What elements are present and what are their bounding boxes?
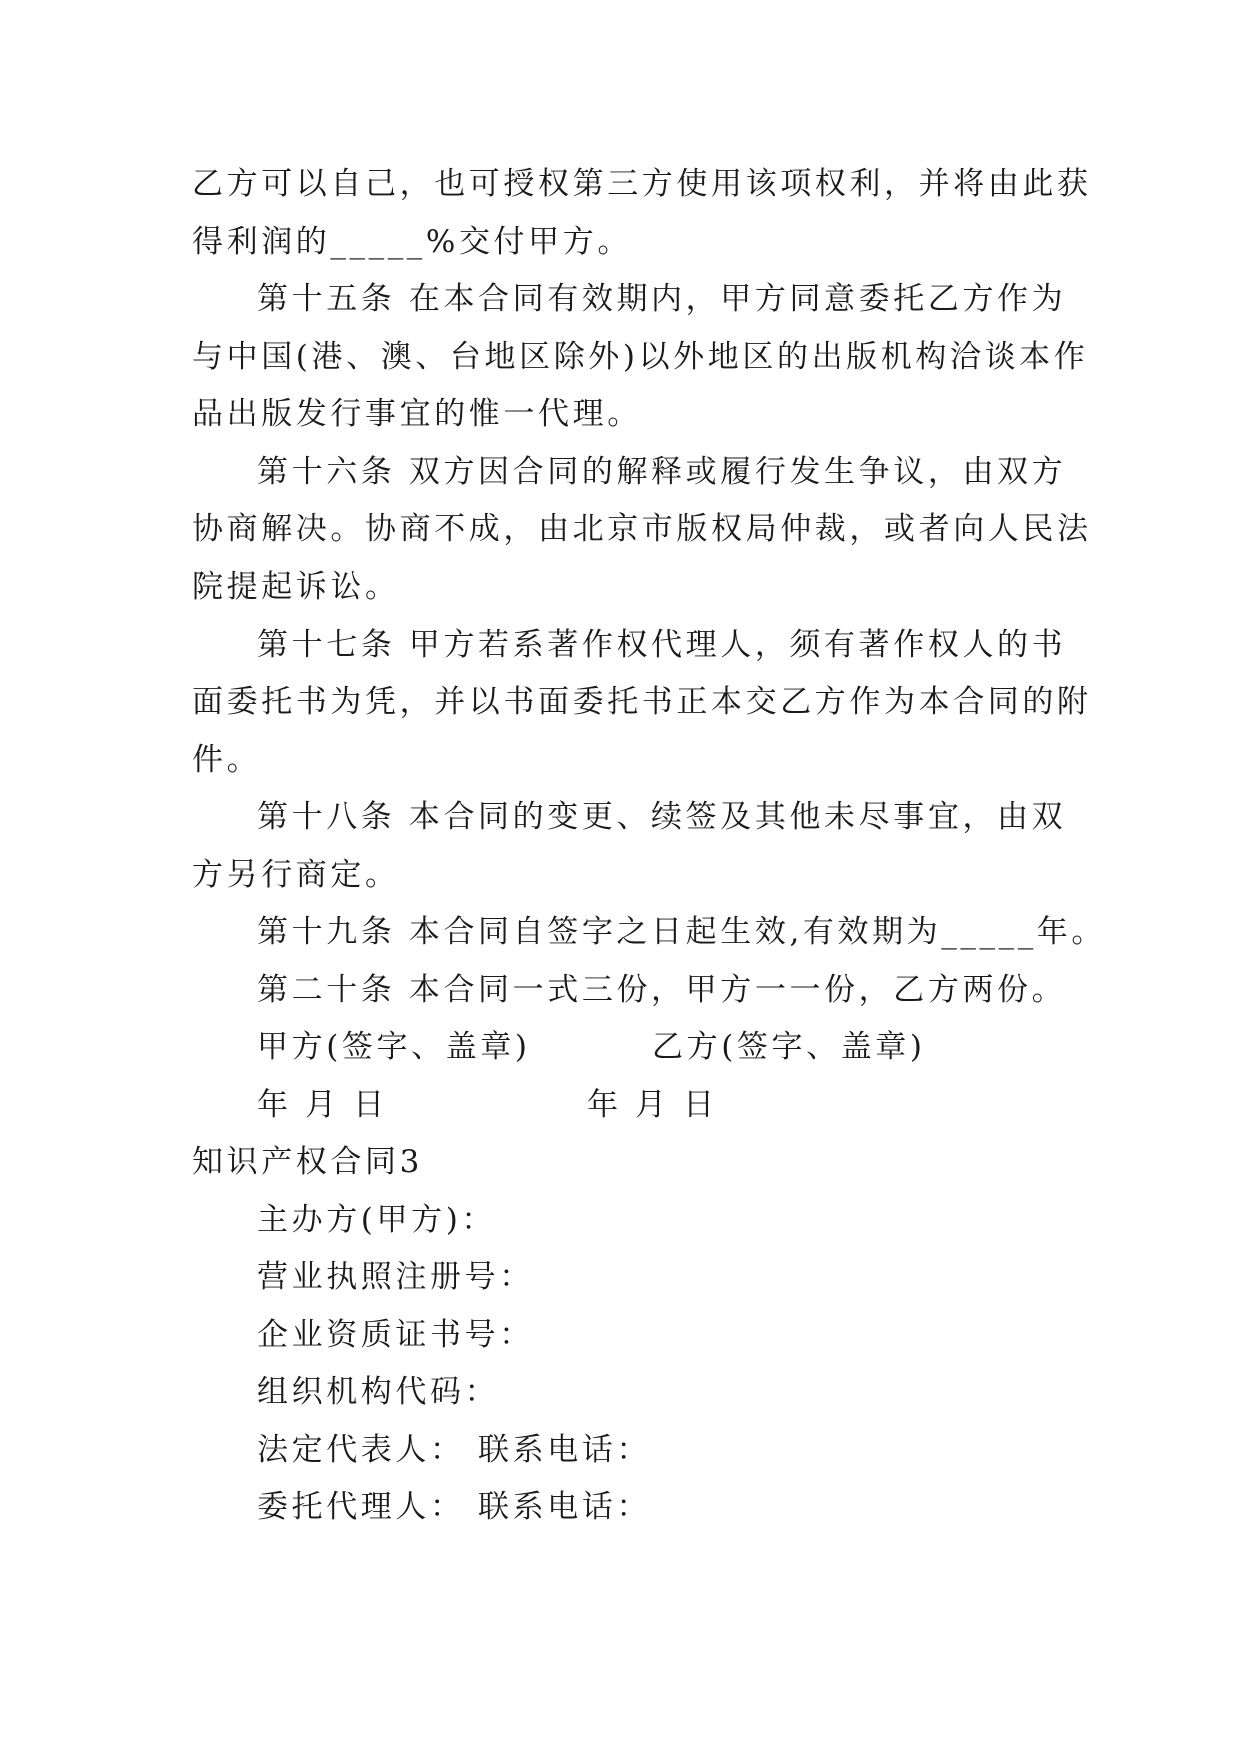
field-business-license: 营业执照注册号： <box>257 1259 534 1295</box>
article-15-line-1: 第十五条 在本合同有效期内，甲方同意委托乙方作为 <box>257 281 1067 317</box>
field-org-code: 组织机构代码： <box>257 1374 500 1410</box>
article-18-line-1: 第十八条 本合同的变更、续签及其他未尽事宜，由双 <box>257 799 1067 835</box>
field-legal-rep: 法定代表人： 联系电话： <box>257 1432 652 1468</box>
article-17-line-2: 面委托书为凭，并以书面委托书正本交乙方作为本合同的附 <box>192 684 1092 720</box>
article-16-line-1: 第十六条 双方因合同的解释或履行发生争议，由双方 <box>257 454 1067 490</box>
field-qualification-cert: 企业资质证书号： <box>257 1317 534 1353</box>
article-17-line-3: 件。 <box>192 742 262 778</box>
article-17-line-1: 第十七条 甲方若系著作权代理人，须有著作权人的书 <box>257 627 1067 663</box>
article-15-line-2: 与中国(港、澳、台地区除外)以外地区的出版机构洽谈本作 <box>192 339 1089 375</box>
field-agent: 委托代理人： 联系电话： <box>257 1489 652 1525</box>
field-organizer: 主办方(甲方)： <box>257 1202 496 1238</box>
body-line-2: 得利润的_____%交付甲方。 <box>192 224 632 260</box>
article-19-line: 第十九条 本合同自签字之日起生效,有效期为_____年。 <box>257 914 1107 950</box>
article-16-line-2: 协商解决。协商不成，由北京市版权局仲裁，或者向人民法 <box>192 511 1092 547</box>
body-line-1: 乙方可以自己，也可授权第三方使用该项权利，并将由此获 <box>192 166 1092 202</box>
party-b-signature-label: 乙方(签字、盖章) <box>652 1029 926 1065</box>
party-a-signature-label: 甲方(签字、盖章) <box>257 1029 531 1065</box>
article-18-line-2: 方另行商定。 <box>192 857 400 893</box>
article-15-line-3: 品出版发行事宜的惟一代理。 <box>192 396 642 432</box>
party-a-date: 年 月 日 <box>257 1087 388 1123</box>
article-20-line: 第二十条 本合同一式三份，甲方一一份，乙方两份。 <box>257 972 1067 1008</box>
section-title: 知识产权合同3 <box>192 1144 423 1180</box>
article-16-line-3: 院提起诉讼。 <box>192 569 400 605</box>
party-b-date: 年 月 日 <box>587 1087 718 1123</box>
